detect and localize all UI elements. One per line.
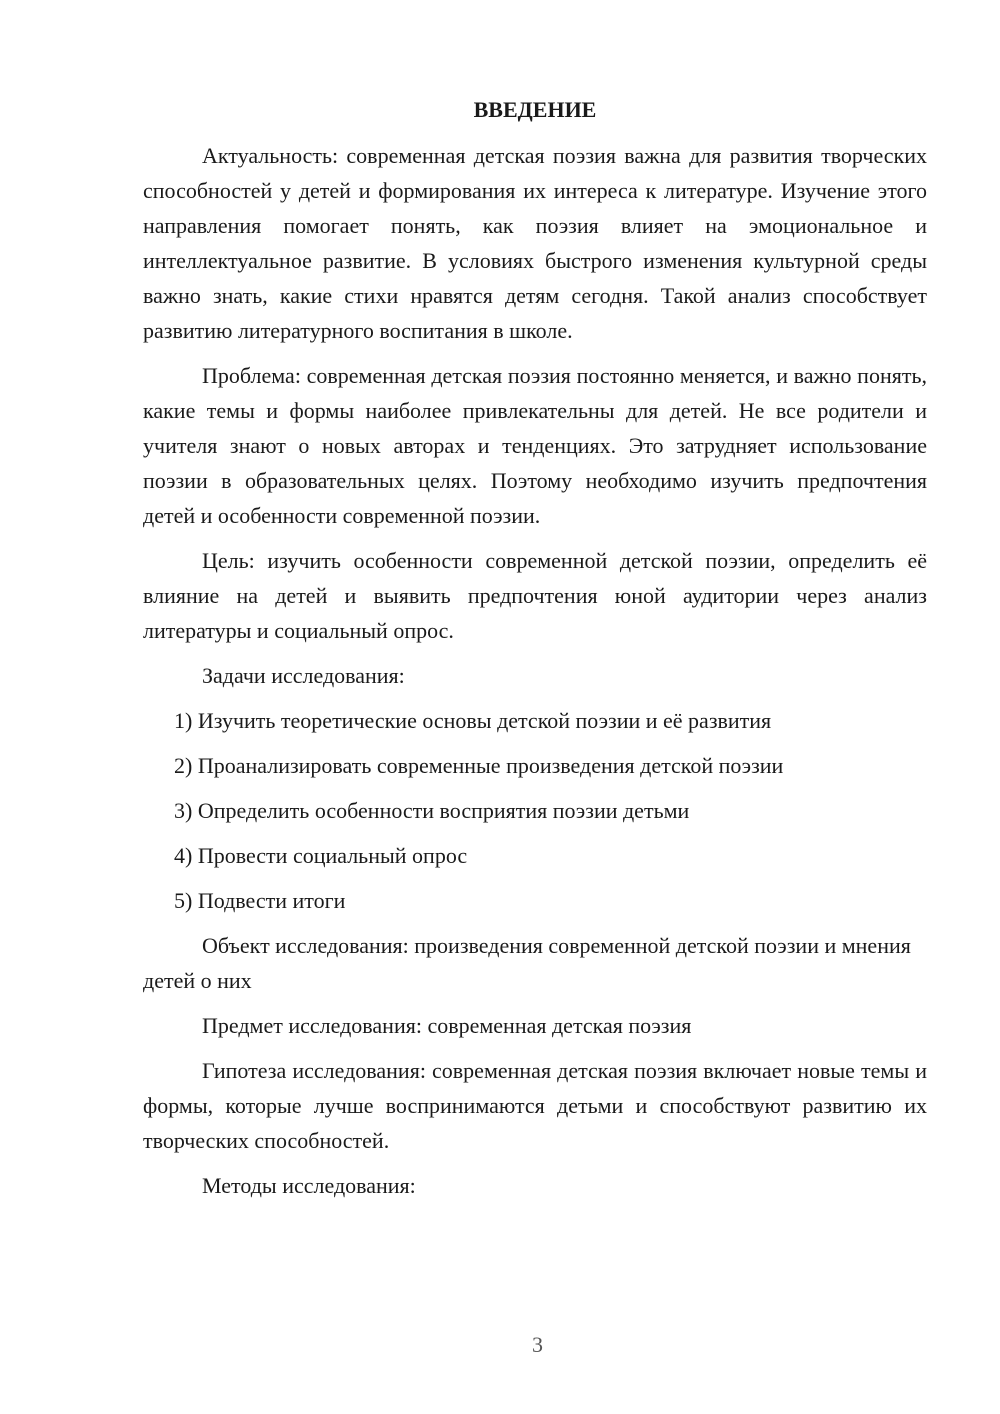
task-item: 1) Изучить теоретические основы детской поэзии и её развития <box>174 708 772 733</box>
relevance-paragraph: Актуальность: современная детская поэзия важна для развития творческих способностей у детей и формирования их интереса к литературе. Изучение этого направления помогает понять, как поэзия влияет на эмоциональное и интеллектуальное развитие. В условиях быстрого изменения культурной среды важно знать, какие стихи нравятся детям сегодня. Такой анализ способствует развитию литературного воспитания в школе. <box>143 143 927 343</box>
object-paragraph: Объект исследования: произведения современной детской поэзии и мнения детей о них <box>143 933 911 993</box>
goal-paragraph: Цель: изучить особенности современной детской поэзии, определить её влияние на детей и выявить предпочтения юной аудитории через анализ литературы и социальный опрос. <box>143 548 927 643</box>
page-title: ВВЕДЕНИЕ <box>473 97 597 122</box>
task-item: 3) Определить особенности восприятия поэзии детьми <box>174 798 690 823</box>
problem-paragraph: Проблема: современная детская поэзия постоянно меняется, и важно понять, какие темы и формы наиболее привлекательны для детей. Не все родители и учителя знают о новых авторах и тенденциях. Это затрудняет использование поэзии в образовательных целях. Поэтому необходимо изучить предпочтения детей и особенности современной поэзии. <box>143 363 927 528</box>
task-item: 5) Подвести итоги <box>174 888 346 913</box>
page-content <box>143 92 927 1213</box>
hypothesis-paragraph: Гипотеза исследования: современная детская поэзия включает новые темы и формы, которые лучше воспринимаются детьми и способствуют развитию их творческих способностей. <box>143 1058 927 1153</box>
tasks-list <box>143 703 927 918</box>
tasks-heading: Задачи исследования: <box>202 663 405 688</box>
page-number: 3 <box>532 1332 543 1357</box>
task-item: 4) Провести социальный опрос <box>174 843 468 868</box>
methods-heading: Методы исследования: <box>202 1173 416 1198</box>
subject-paragraph: Предмет исследования: современная детская поэзия <box>202 1013 692 1038</box>
task-item: 2) Проанализировать современные произведения детской поэзии <box>174 753 784 778</box>
